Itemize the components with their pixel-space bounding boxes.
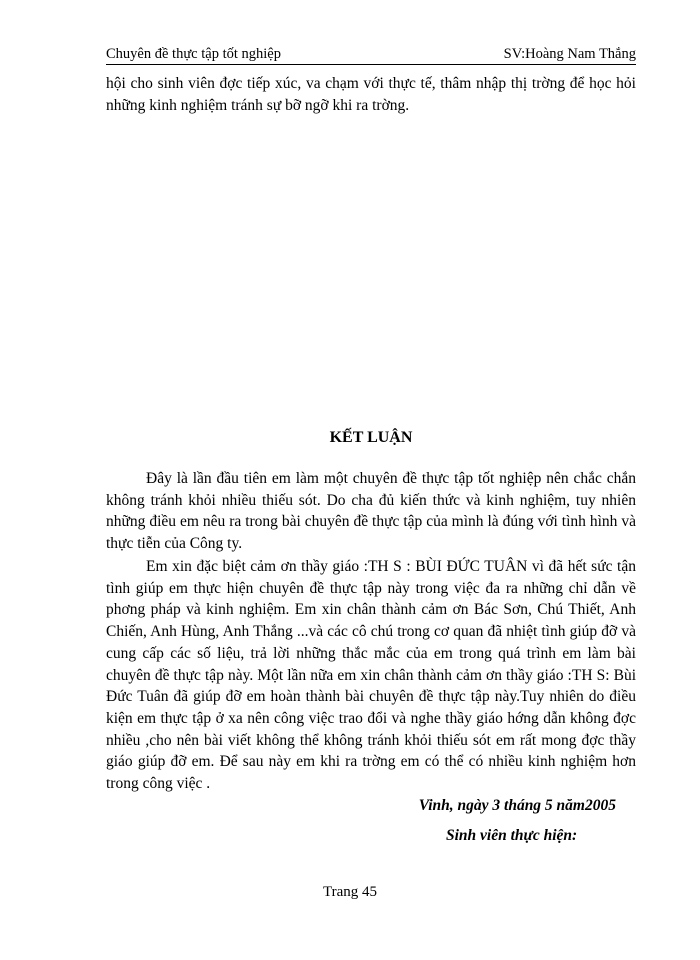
continuation-paragraph: hội cho sinh viên đợc tiếp xúc, va chạm với thực tế, thâm nhập thị trờng để học hỏi những kinh nghiệm tránh sự bỡ ngỡ khi ra trờng. [106,75,636,114]
intro-paragraph: Đây là lần đầu tiên em làm một chuyên đề thực tập tốt nghiệp nên chắc chắn không tránh khỏi nhiều thiếu sót. Do cha đủ kiến thức và kinh nghiệm, tuy nhiên những điều em nêu ra trong bài chuyên đề thực tập của mình là đúng với tình hình và thực tiễn của Công ty. [106,470,636,553]
page-number: Trang 45 [322,884,378,900]
student-name-header: SV:Hoàng Nam Thắng [503,46,636,62]
section-title: KẾT LUẬN [329,429,413,446]
thanks-paragraph: Em xin đặc biệt cảm ơn thầy giáo :TH S : BÙI ĐỨC TUÂN vì đã hết sức tận tình giúp em thực hiện chuyên đề thực tập này trong việc đa ra những chỉ dẫn về phơng pháp và kinh nghiệm. Em xin chân thành cảm ơn Bác Sơn, Chú Thiết, Anh Chiến, Anh Hùng, Anh Thắng ...và các cô chú trong cơ quan đã nhiệt tình giúp đỡ và cung cấp các số liệu, trả lời những thắc mắc của em trong quá trình em làm bài chuyên đề thực tập này. Một lần nữa em xin chân thành cảm ơn thầy giáo :TH S: Bùi Đức Tuân đã giúp đỡ em hoàn thành bài chuyên đề thực tập này.Tuy nhiên do điều kiện em thực tập ở xa nên công việc trao đổi và nghe thầy giáo hớng dẫn không đợc nhiều ,cho nên bài viết không thể không tránh khỏi thiếu sót em rất mong đợc thầy giáo giúp đỡ em. Để sau này em khi ra trờng em có thể có nhiều kinh nghiệm hơn trong công việc . [106,558,636,793]
document-title-header: Chuyên đề thực tập tốt nghiệp [106,46,281,62]
signer-label: Sinh viên thực hiện: [446,827,578,844]
place-date: Vinh, ngày 3 tháng 5 năm2005 [418,797,616,814]
page-header [106,44,636,65]
